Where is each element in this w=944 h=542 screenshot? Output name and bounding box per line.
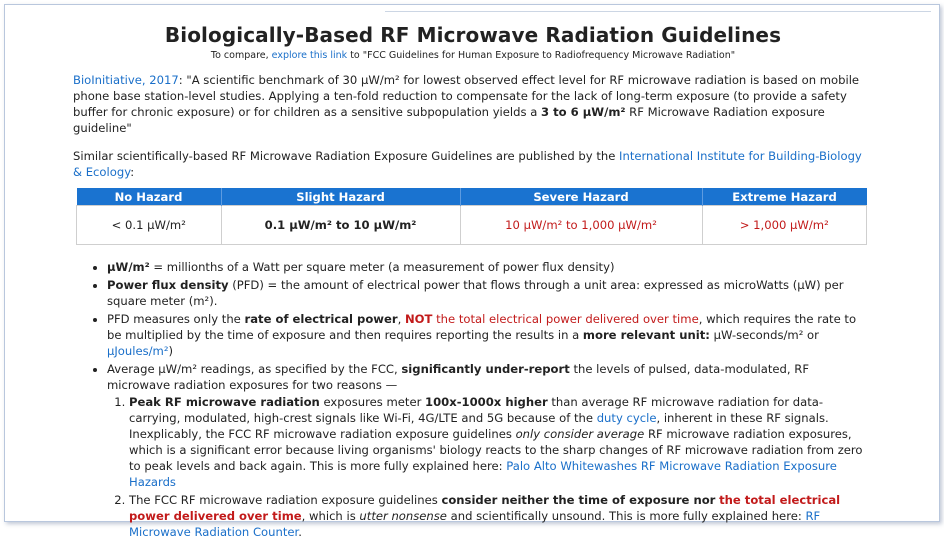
header-slight-hazard: Slight Hazard [221, 188, 460, 206]
radiation-counter-link[interactable]: RF Microwave Radiation Counter [129, 509, 821, 539]
reasons-list [107, 394, 873, 540]
value-extreme-hazard: > 1,000 μW/m² [702, 206, 867, 245]
compare-suffix: to "FCC Guidelines for Human Exposure to Radiofrequency Microwave Radiation" [350, 50, 736, 61]
building-biology-link[interactable]: International Institute for Building-Biology & Ecology [73, 149, 862, 179]
page-title: Biologically-Based RF Microwave Radiation Guidelines [164, 23, 782, 47]
hazard-value-row [77, 206, 867, 245]
list-item: • μW/m² = millionths of a Watt per square meter (a measurement of power flux density) [107, 259, 873, 275]
compare-note [73, 50, 873, 61]
pfd-term: Power flux density [107, 278, 229, 292]
list-item: • Average μW/m² readings, as specified by the FCC, significantly under-report the levels of pulsed, data-modulated, RF microwave radiation exposures for two reasons — 1. Peak RF microwave radiation exposures meter 100x-1000x higher than average RF microwave radiation for data-carrying, modulated, high-crest signals like Wi-Fi, 4G/LTE and 5G because of the duty cycle, inherent in these RF signals. Inexplicably, the FCC RF microwave radiation exposure guidelines only consider average RF microwave radiation exposures, which is a significant error because living organisms' biology reacts to the sharp changes of RF microwave radiation from zero to peak levels and back again. This is more fully explained here: Palo Alto Whitewashes RF Microwave Radiation Exposure Hazards 2. The FCC RF microwave radiation exposure guidelines consider neither the time of exposure nor the total electrical power delivered over time, which is utter nonsense and scientifically unsound. This is more fully explained here: RF Microwave Radiation Counter. [107, 361, 873, 540]
duty-cycle-link[interactable]: duty cycle [596, 411, 657, 425]
header-no-hazard: No Hazard [77, 188, 222, 206]
header-extreme-hazard: Extreme Hazard [702, 188, 867, 206]
bioinitiative-paragraph [73, 72, 873, 136]
value-no-hazard: < 0.1 μW/m² [77, 206, 222, 245]
list-item: • Power flux density (PFD) = the amount of electrical power that flows through a unit area: expressed as microWatts (μW) per square meter (m²). [107, 277, 873, 309]
compare-prefix: To compare, [210, 50, 269, 61]
article-content [73, 23, 873, 542]
header-severe-hazard: Severe Hazard [460, 188, 702, 206]
intro-text-a: : "A scientific benchmark of 30 μW/m² for lowest observed effect level for RF microwave radiation is based on mobile phone base station-level studies. Applying a ten-fold reduction to compensate for the lack of long-term exposure (to provide a safety buffer for chronic exposure) or for children as a sensitive subpopulation yields a [73, 73, 860, 119]
unit-term: μW/m² [107, 260, 150, 274]
bioinitiative-link[interactable]: BioInitiative, 2017 [73, 73, 179, 87]
list-item: • PFD measures only the rate of electrical power, NOT the total electrical power delivered over time, which requires the rate to be multiplied by the time of exposure and then requires reporting the results in a more relevant unit: μW-seconds/m² or μJoules/m²) [107, 311, 873, 359]
list-item: 2. The FCC RF microwave radiation exposure guidelines consider neither the time of exposure nor the total electrical power delivered over time, which is utter nonsense and scientifically unsound. This is more fully explained here: RF Microwave Radiation Counter. [129, 492, 873, 540]
intro-text-b: RF Microwave Radiation exposure guideline" [73, 105, 825, 135]
top-divider [385, 11, 931, 12]
value-slight-hazard: 0.1 μW/m² to 10 μW/m² [221, 206, 460, 245]
similar-text: Similar scientifically-based RF Microwave Radiation Exposure Guidelines are published by the [73, 149, 616, 163]
hazard-table [76, 188, 867, 245]
palo-alto-link[interactable]: Palo Alto Whitewashes RF Microwave Radiation Exposure Hazards [129, 459, 837, 489]
similar-end: : [130, 165, 135, 179]
similar-paragraph [73, 148, 873, 180]
value-severe-hazard: 10 μW/m² to 1,000 μW/m² [460, 206, 702, 245]
intro-guideline-value: 3 to 6 μW/m² [541, 105, 626, 119]
definitions-list [73, 259, 873, 540]
explore-link[interactable]: explore this link [271, 50, 348, 61]
microjoules-link[interactable]: μJoules/m² [107, 344, 169, 358]
hazard-header-row [77, 188, 867, 206]
page-frame [4, 4, 940, 539]
list-item: 1. Peak RF microwave radiation exposures meter 100x-1000x higher than average RF microwave radiation for data-carrying, modulated, high-crest signals like Wi-Fi, 4G/LTE and 5G because of the duty cycle, inherent in these RF signals. Inexplicably, the FCC RF microwave radiation exposure guidelines only consider average RF microwave radiation exposures, which is a significant error because living organisms' biology reacts to the sharp changes of RF microwave radiation from zero to peak levels and back again. This is more fully explained here: Palo Alto Whitewashes RF Microwave Radiation Exposure Hazards [129, 394, 873, 490]
